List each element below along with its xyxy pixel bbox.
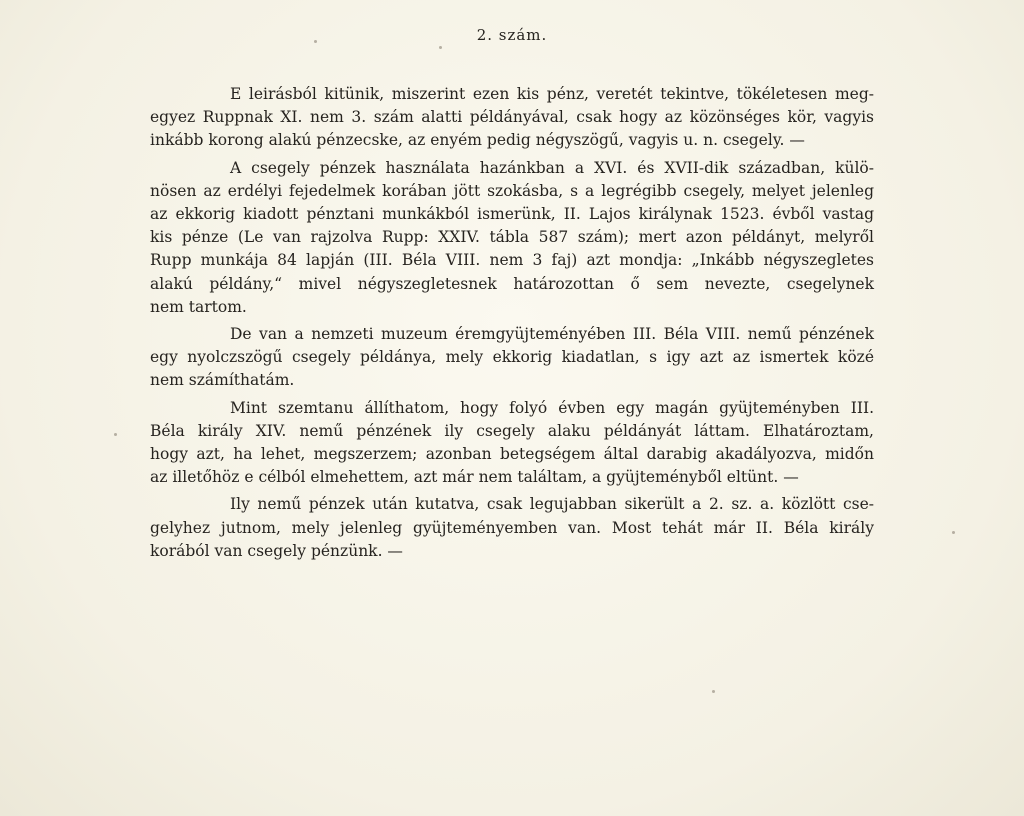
paper-speck bbox=[952, 531, 955, 534]
text-line: inkább korong alakú pénzecske, az enyém pedig négyszögű, vagyis u. n. csegely. — bbox=[150, 131, 805, 150]
text-line: kis pénze (Le van rajzolva Rupp: XXIV. tábla 587 szám); mert azon példányt, melyről bbox=[150, 228, 874, 247]
text-line: E leirásból kitünik, miszerint ezen kis pénz, veretét tekintve, tökéletesen meg- bbox=[230, 85, 874, 103]
text-line: nem tartom. bbox=[150, 297, 247, 316]
paragraph-1 bbox=[150, 83, 874, 153]
page-heading: 2. szám. bbox=[476, 26, 548, 44]
text-line: Rupp munkája 84 lapján (III. Béla VIII. nem 3 faj) azt mondja: „Inkább négyszegletes bbox=[150, 251, 874, 270]
text-line: egyez Ruppnak XI. nem 3. szám alatti példányával, csak hogy az közönséges kör, vagyis bbox=[150, 108, 874, 127]
paragraph-4 bbox=[150, 397, 874, 490]
text-line: gelyhez jutnom, mely jelenleg gyüjteményemben van. Most tehát már II. Béla király bbox=[150, 518, 874, 537]
paper-speck bbox=[712, 690, 715, 693]
text-line: korából van csegely pénzünk. — bbox=[150, 541, 403, 560]
text-line: alakú példány,“ mivel négyszegletesnek határozottan ő sem nevezte, csegelynek bbox=[150, 274, 874, 293]
text-line: hogy azt, ha lehet, megszerzem; azonban betegségem által darabig akadályozva, midőn bbox=[150, 445, 874, 464]
paper-speck bbox=[439, 46, 442, 49]
text-line: De van a nemzeti muzeum éremgyüjteményében III. Béla VIII. nemű pénzének bbox=[230, 325, 874, 344]
text-line: egy nyolczszögű csegely példánya, mely ekkorig kiadatlan, s igy azt az ismertek közé bbox=[150, 348, 874, 367]
text-line: Mint szemtanu állíthatom, hogy folyó évben egy magán gyüjteményben III. bbox=[230, 398, 874, 417]
body-text bbox=[150, 83, 874, 567]
paragraph-5 bbox=[150, 493, 874, 563]
paragraph-2 bbox=[150, 157, 874, 319]
text-line: nösen az erdélyi fejedelmek korában jött szokásba, s a legrégibb csegely, melyet jelenleg bbox=[150, 181, 874, 200]
text-line: nem számíthatám. bbox=[150, 371, 295, 390]
text-line: Ily nemű pénzek után kutatva, csak legujabban sikerült a 2. sz. a. közlött cse- bbox=[230, 495, 874, 514]
text-line: az ekkorig kiadott pénztani munkákból ismerünk, II. Lajos királynak 1523. évből vastag bbox=[150, 205, 874, 224]
paper-speck bbox=[114, 433, 117, 436]
text-line: az illetőhöz e célból elmehettem, azt már nem találtam, a gyüjteményből eltünt. — bbox=[150, 468, 799, 487]
text-line: A csegely pénzek használata hazánkban a XVI. és XVII-dik században, külö- bbox=[230, 158, 874, 177]
paragraph-3 bbox=[150, 323, 874, 393]
text-line: Béla király XIV. nemű pénzének ily csegely alaku példányát láttam. Elhatároztam, bbox=[150, 421, 874, 440]
